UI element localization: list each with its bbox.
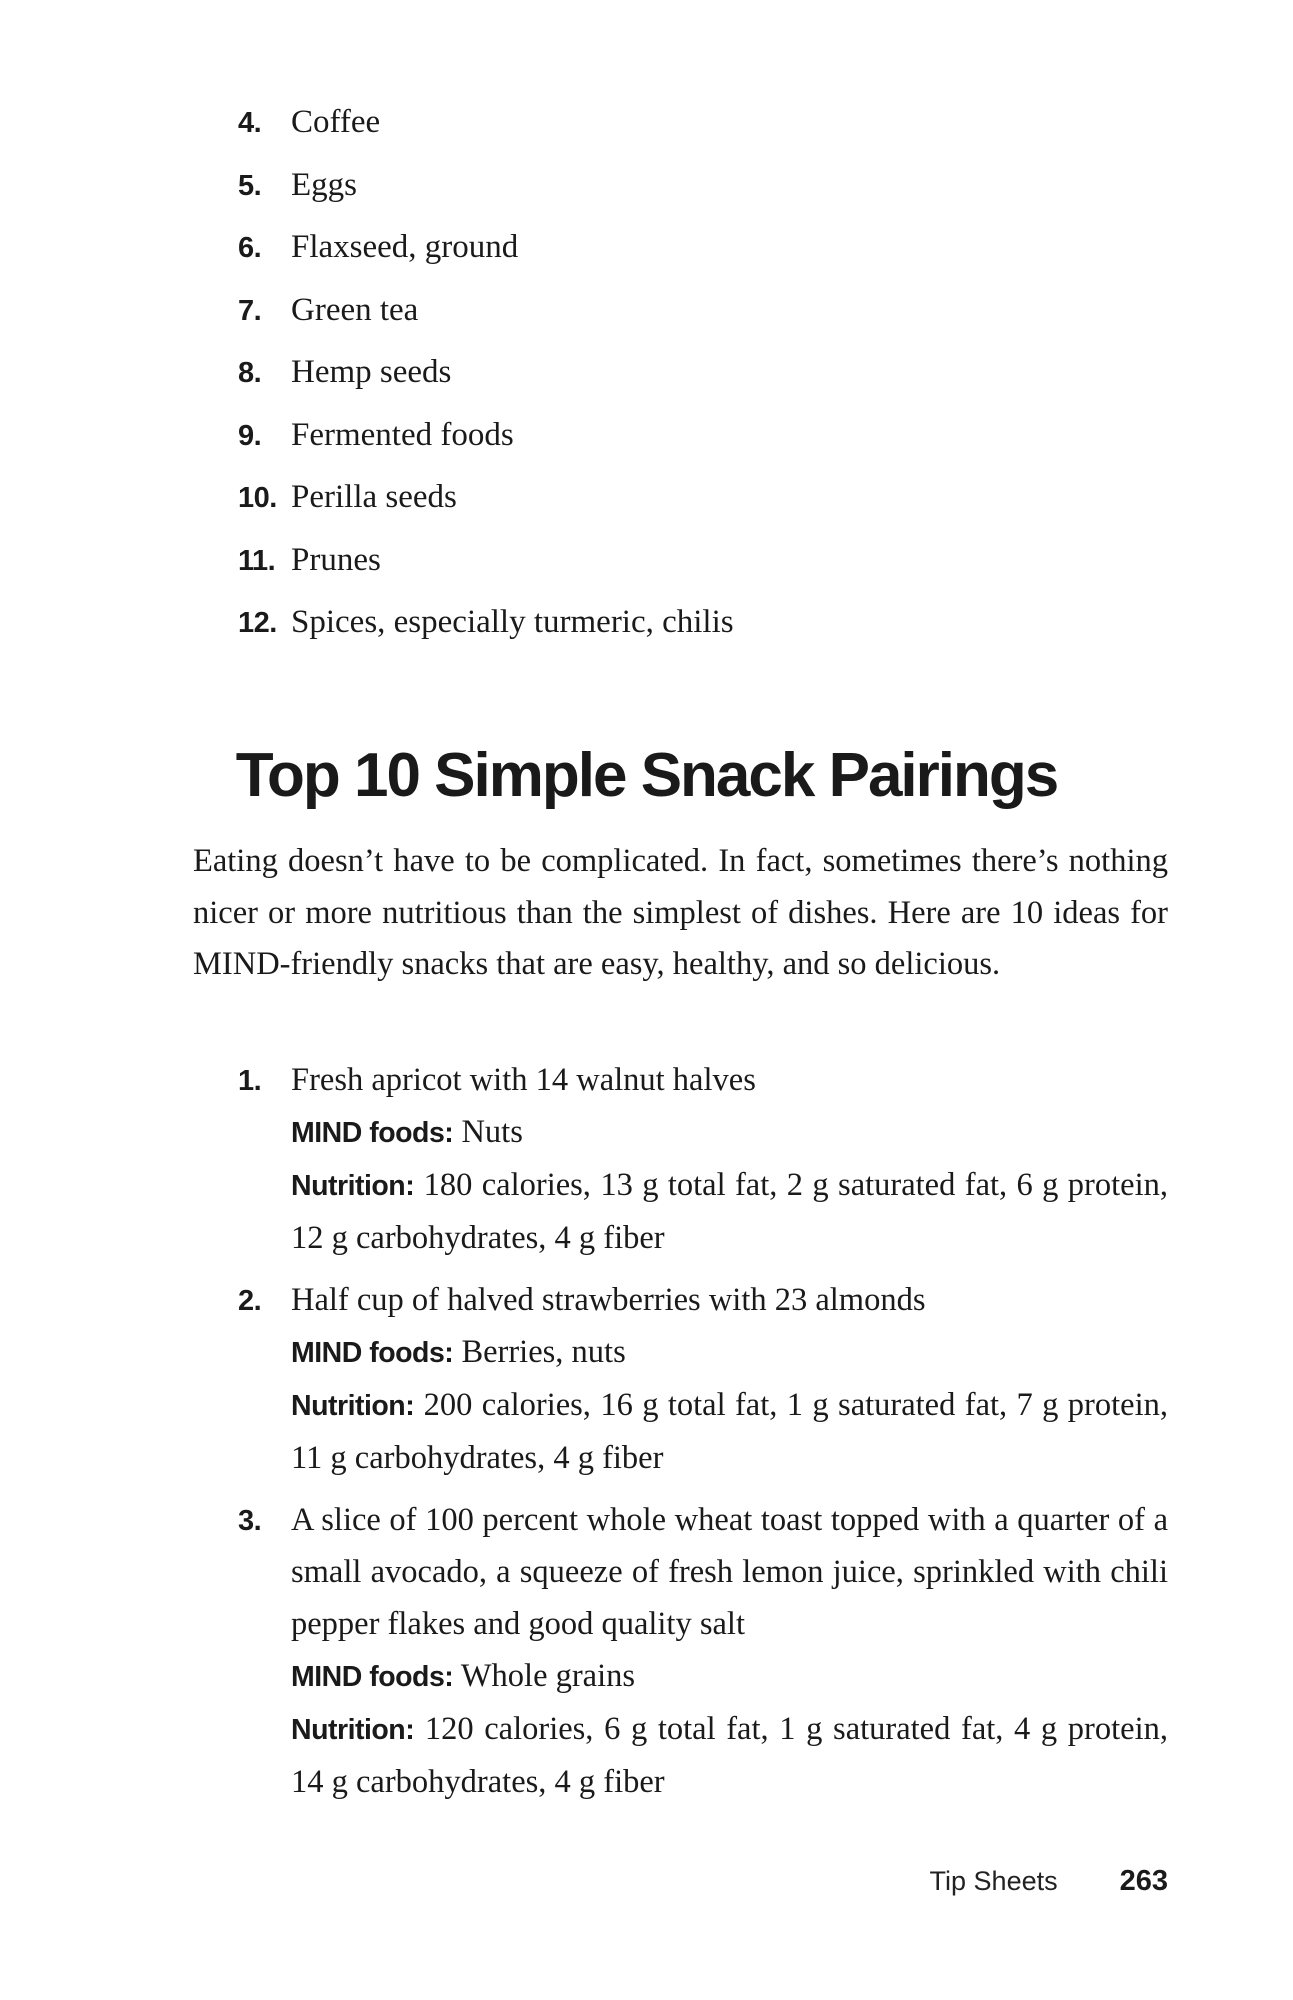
page-number: 263 <box>1119 1865 1168 1897</box>
nutrition-value: 200 calories, 16 g total fat, 1 g saturated fat, 7 g protein, 11 g carbohydrates, 4 g fiber <box>291 1387 1168 1476</box>
list-number: 7. <box>238 294 262 327</box>
snack-pairings-list <box>238 1054 1168 1818</box>
list-text: Perilla seeds <box>291 479 457 515</box>
list-item <box>238 604 1138 667</box>
mind-foods-label: MIND foods: <box>291 1661 454 1693</box>
nutrition-value: 120 calories, 6 g total fat, 1 g saturated fat, 4 g protein, 14 g carbohydrates, 4 g fiber <box>291 1711 1168 1800</box>
list-text: Prunes <box>291 541 381 578</box>
list-text: Green tea <box>291 291 419 328</box>
list-number: 10. <box>238 482 277 514</box>
nutrition-label: Nutrition: <box>291 1714 415 1746</box>
list-text: Flaxseed, ground <box>291 229 519 265</box>
mind-foods-label: MIND foods: <box>291 1337 454 1369</box>
section-heading: Top 10 Simple Snack Pairings <box>235 741 1058 810</box>
intro-paragraph: Eating doesn’t have to be complicated. In fact, sometimes there’s nothing nicer or more nutritious than the simplest of dishes. Here are 10 ideas for MIND-friendly snacks that are easy, healthy, and so delicious. <box>193 843 1168 982</box>
list-number: 4. <box>238 107 262 139</box>
snack-body <box>291 1274 1168 1484</box>
list-text: Eggs <box>291 166 357 203</box>
mind-foods-line <box>291 1326 1168 1379</box>
list-text: Hemp seeds <box>291 354 452 390</box>
snack-body <box>291 1054 1168 1264</box>
list-item <box>238 479 1138 542</box>
continued-food-list <box>238 104 1138 667</box>
snack-title: Fresh apricot with 14 walnut halves <box>291 1062 756 1098</box>
nutrition-label: Nutrition: <box>291 1170 415 1202</box>
mind-foods-label: MIND foods: <box>291 1117 454 1149</box>
snack-number: 3. <box>238 1505 262 1537</box>
list-number: 6. <box>238 232 262 264</box>
nutrition-line <box>291 1379 1168 1484</box>
snack-item <box>238 1494 1168 1808</box>
snack-item <box>238 1274 1168 1484</box>
mind-foods-value: Berries, nuts <box>461 1334 626 1370</box>
list-text: Spices, especially turmeric, chilis <box>291 604 734 640</box>
list-number: 11. <box>238 544 276 577</box>
snack-body <box>291 1494 1168 1808</box>
list-item <box>238 542 1138 605</box>
list-number: 5. <box>238 169 262 202</box>
list-item <box>238 292 1138 355</box>
snack-title: Half cup of halved strawberries with 23 almonds <box>291 1282 926 1318</box>
list-number: 9. <box>238 419 262 452</box>
list-item <box>238 417 1138 480</box>
nutrition-label: Nutrition: <box>291 1390 415 1422</box>
list-item <box>238 104 1138 167</box>
list-number: 12. <box>238 607 277 639</box>
list-item <box>238 229 1138 292</box>
list-text: Coffee <box>291 104 381 140</box>
mind-foods-value: Nuts <box>461 1114 523 1150</box>
list-number: 8. <box>238 357 262 389</box>
mind-foods-value: Whole grains <box>460 1658 636 1694</box>
nutrition-line <box>291 1703 1168 1808</box>
list-text: Fermented foods <box>291 416 514 453</box>
page-footer <box>930 1865 1168 1898</box>
snack-number: 1. <box>238 1065 262 1097</box>
mind-foods-line <box>291 1106 1168 1159</box>
mind-foods-line <box>291 1650 1168 1703</box>
list-item <box>238 167 1138 230</box>
running-footer-section: Tip Sheets <box>929 1866 1058 1896</box>
snack-title: A slice of 100 percent whole wheat toast topped with a quarter of a small avocado, a squeeze of fresh lemon juice, sprinkled with chili pepper flakes and good quality salt <box>291 1502 1168 1642</box>
nutrition-value: 180 calories, 13 g total fat, 2 g saturated fat, 6 g protein, 12 g carbohydrates, 4 g fiber <box>291 1167 1168 1256</box>
nutrition-line <box>291 1159 1168 1264</box>
snack-number: 2. <box>238 1285 262 1317</box>
snack-item <box>238 1054 1168 1264</box>
list-item <box>238 354 1138 417</box>
